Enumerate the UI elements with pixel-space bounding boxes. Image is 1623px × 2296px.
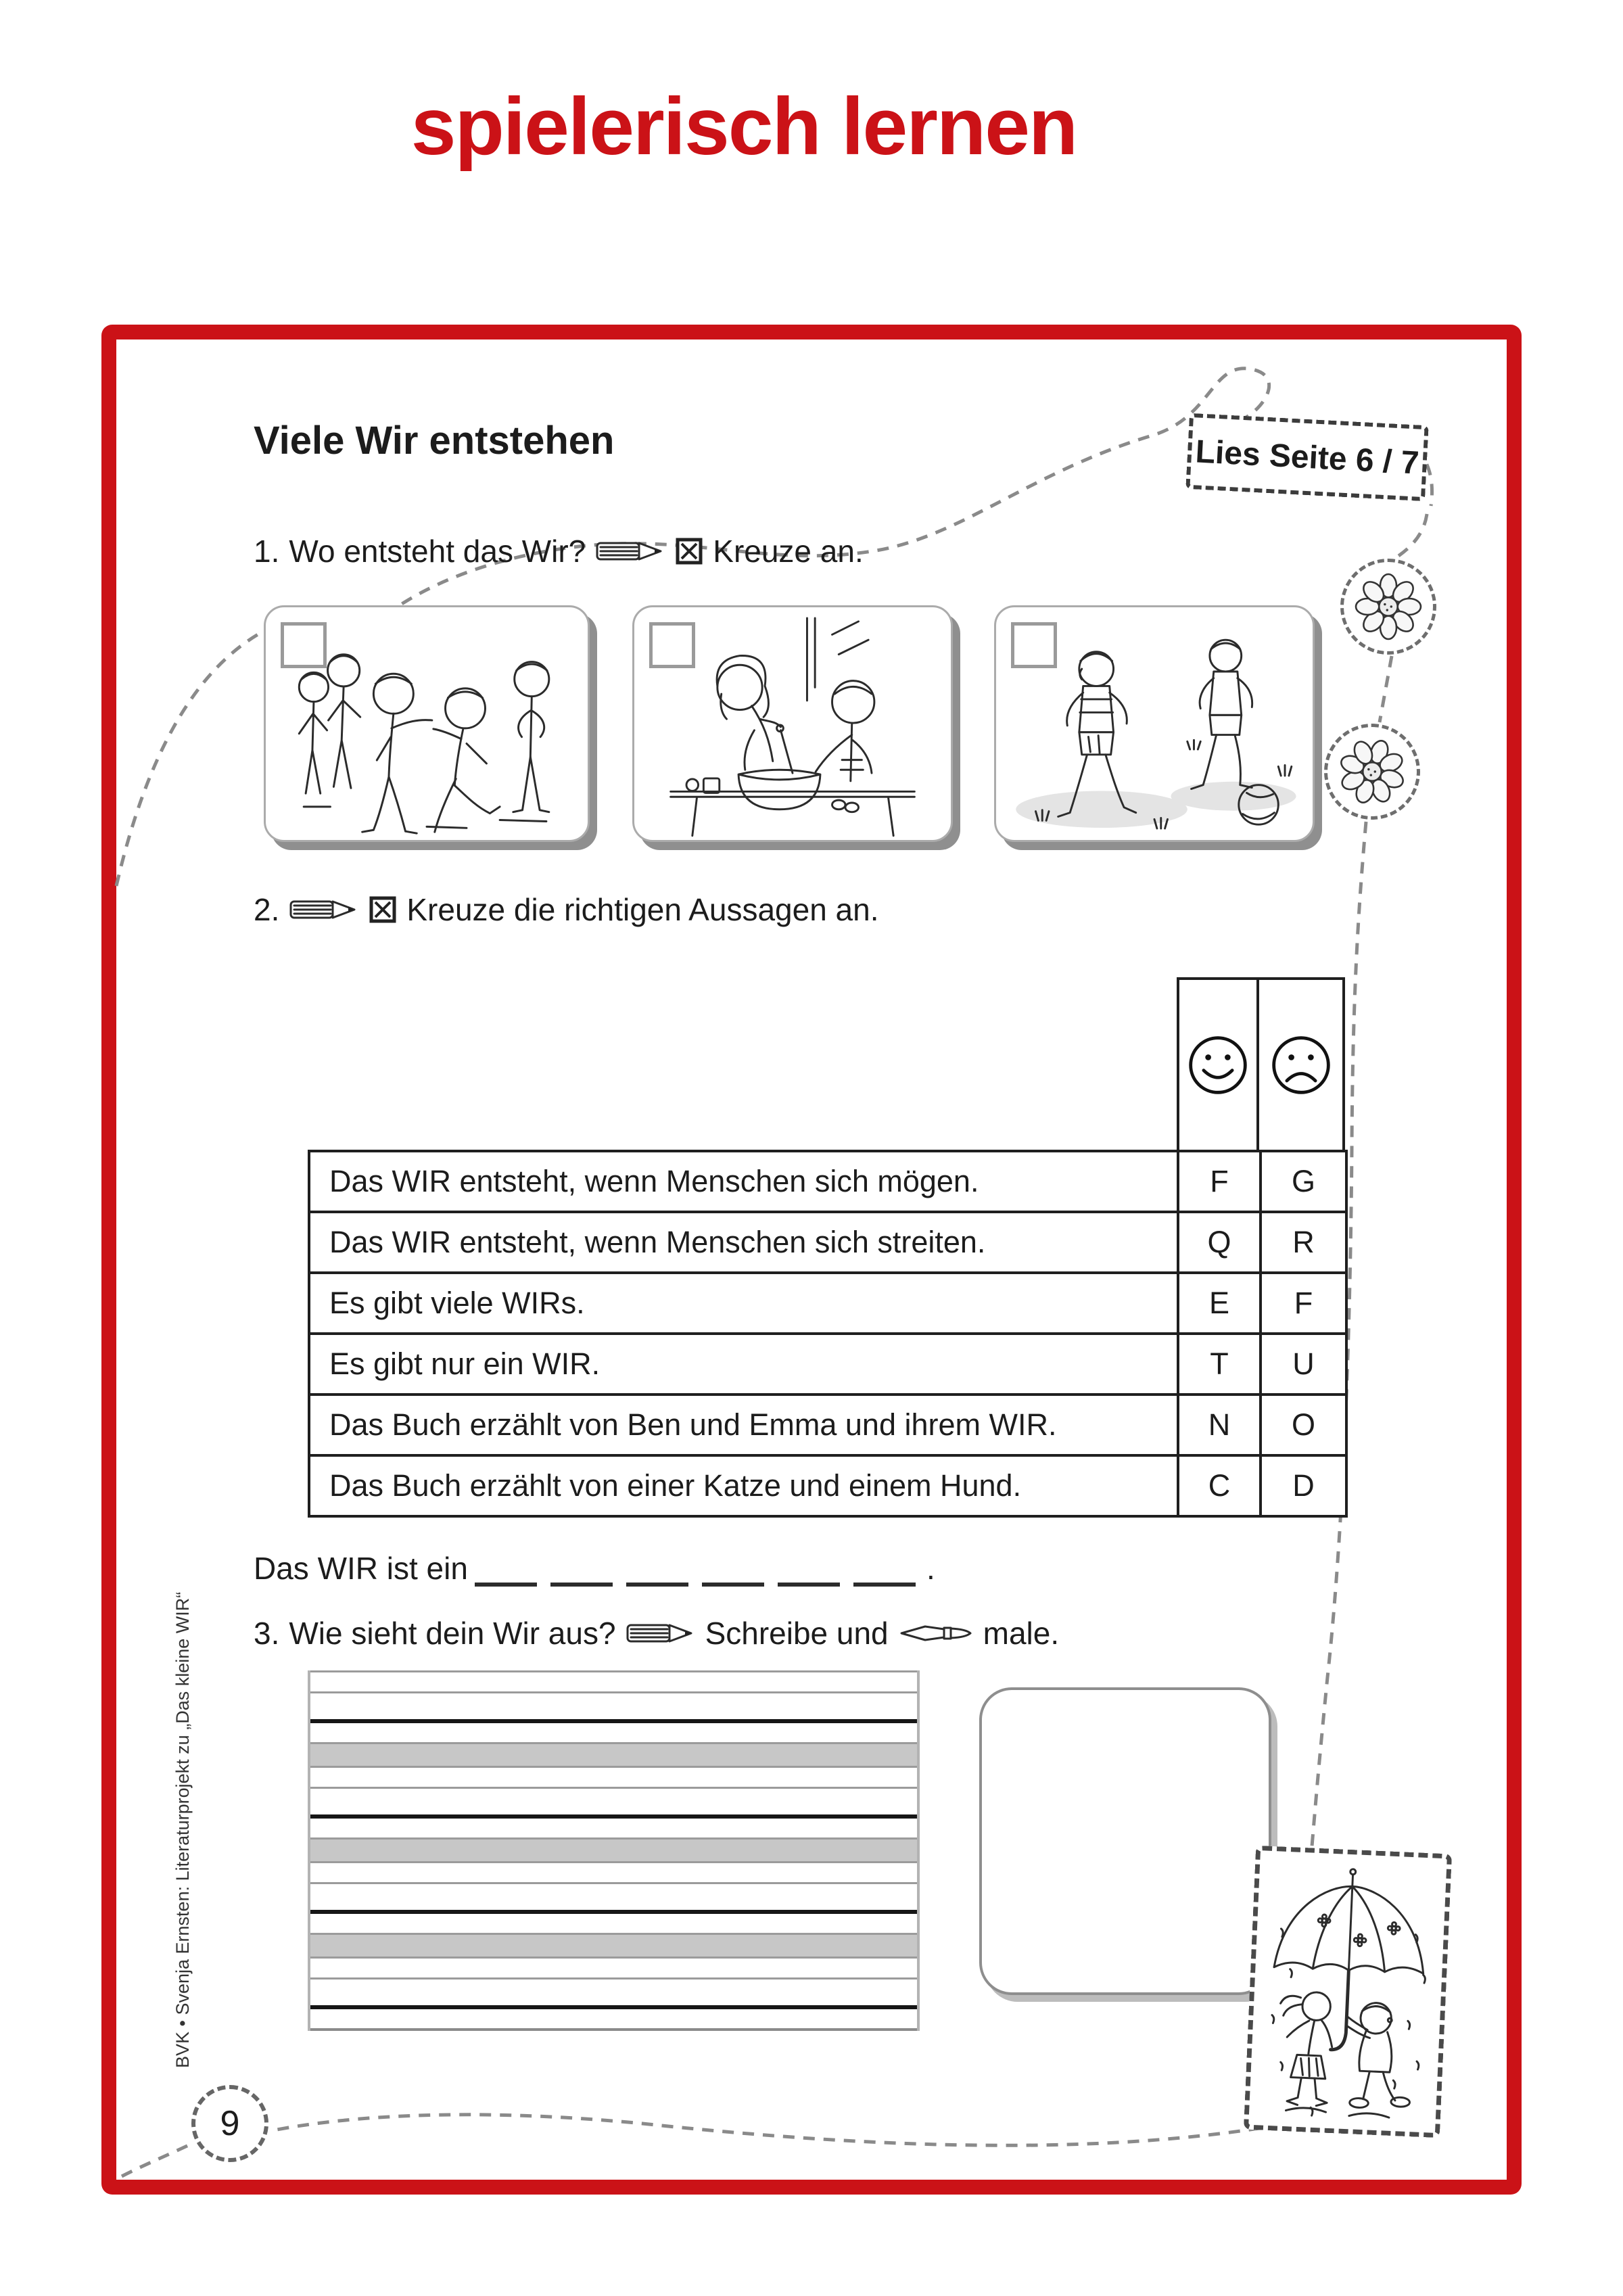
scene-box-baking (632, 605, 953, 842)
pencil-icon (289, 895, 359, 924)
checkbox-x-icon (369, 895, 397, 924)
page-number: 9 (220, 2104, 240, 2143)
read-hint-badge (1185, 413, 1428, 501)
happy-letter-cell[interactable]: Q (1178, 1212, 1261, 1273)
statement-text: Es gibt nur ein WIR. (309, 1334, 1178, 1395)
pencil-icon (626, 1619, 696, 1647)
smiley-happy-icon (1185, 1033, 1250, 1098)
sad-letter-cell[interactable]: G (1261, 1151, 1346, 1212)
happy-column-header (1177, 977, 1259, 1152)
sad-letter-cell[interactable]: U (1261, 1334, 1346, 1395)
checkbox-x-icon (675, 537, 703, 565)
scene-box-quarrel (264, 605, 590, 842)
table-row (309, 1395, 1346, 1455)
ruling-gap (310, 1979, 917, 2005)
writing-lines-area[interactable] (308, 1670, 920, 2031)
sad-column-header (1256, 977, 1345, 1152)
ruling-gap (310, 1863, 917, 1882)
task1-question: Wo entsteht das Wir? (289, 534, 586, 569)
ruling-gap (310, 1959, 917, 1977)
ruling-gap (310, 1723, 917, 1742)
fill-blank[interactable] (853, 1555, 916, 1587)
table-row (309, 1273, 1346, 1334)
fill-prefix: Das WIR ist ein (254, 1551, 468, 1586)
paintbrush-icon (898, 1619, 974, 1647)
task3-paint-label: male. (983, 1616, 1060, 1651)
umbrella-illustration-box (1244, 1846, 1452, 2138)
task3-write-label: Schreibe und (705, 1616, 889, 1651)
ruling-band (310, 1840, 917, 1861)
happy-letter-cell[interactable]: E (1178, 1273, 1261, 1334)
scene3-checkbox[interactable] (1011, 622, 1057, 668)
task2-line (254, 891, 879, 928)
ruling-gap (310, 1884, 917, 1910)
statements-table (308, 1150, 1348, 1518)
sad-letter-cell[interactable]: F (1261, 1273, 1346, 1334)
happy-letter-cell[interactable]: T (1178, 1334, 1261, 1395)
statement-text: Das Buch erzählt von einer Katze und einem Hund. (309, 1455, 1178, 1516)
scene1-checkbox[interactable] (281, 622, 327, 668)
pencil-icon (595, 537, 665, 565)
fill-blank[interactable] (475, 1555, 537, 1587)
children-under-umbrella-illustration (1248, 1850, 1446, 2133)
drawing-area[interactable] (979, 1687, 1271, 1995)
fill-in-sentence (254, 1550, 935, 1587)
table-row (309, 1151, 1346, 1212)
task3-line (254, 1615, 1059, 1651)
page-title: spielerisch lernen (410, 81, 1077, 172)
flower-icon (1332, 731, 1413, 812)
table-row (309, 1455, 1346, 1516)
read-hint-label: Lies Seite 6 / 7 (1194, 433, 1420, 482)
fill-blank[interactable] (778, 1555, 840, 1587)
flower-icon (1348, 566, 1429, 647)
task1-line (254, 533, 864, 569)
task2-number: 2. (254, 892, 280, 927)
fill-blank[interactable] (702, 1555, 764, 1587)
table-row (309, 1334, 1346, 1395)
statement-text: Das WIR entsteht, wenn Menschen sich mögen. (309, 1151, 1178, 1212)
happy-letter-cell[interactable]: N (1178, 1395, 1261, 1455)
happy-letter-cell[interactable]: C (1178, 1455, 1261, 1516)
ruling-band (310, 1935, 917, 1957)
ruling-gap (310, 1672, 917, 1691)
task3-number: 3. (254, 1616, 280, 1651)
statement-text: Das Buch erzählt von Ben und Emma und ihrem WIR. (309, 1395, 1178, 1455)
statement-text: Es gibt viele WIRs. (309, 1273, 1178, 1334)
ruling-gap (310, 2009, 917, 2028)
ruling-gap (310, 1819, 917, 1837)
table-row (309, 1212, 1346, 1273)
task2-instruction: Kreuze die richtigen Aussagen an. (406, 892, 879, 927)
sad-letter-cell[interactable]: O (1261, 1395, 1346, 1455)
task3-question: Wie sieht dein Wir aus? (289, 1616, 616, 1651)
ruling-line (310, 2028, 917, 2031)
fill-blank[interactable] (550, 1555, 613, 1587)
task1-instruction: Kreuze an. (713, 534, 864, 569)
ruling-gap (310, 1693, 917, 1719)
scene2-checkbox[interactable] (649, 622, 695, 668)
flower-decoration (1340, 559, 1436, 655)
ruling-band (310, 1744, 917, 1766)
happy-letter-cell[interactable]: F (1178, 1151, 1261, 1212)
sad-letter-cell[interactable]: D (1261, 1455, 1346, 1516)
sad-letter-cell[interactable]: R (1261, 1212, 1346, 1273)
flower-decoration (1324, 724, 1420, 820)
ruling-gap (310, 1768, 917, 1787)
statement-text: Das WIR entsteht, wenn Menschen sich streiten. (309, 1212, 1178, 1273)
fill-suffix: . (926, 1551, 935, 1586)
fill-blank[interactable] (626, 1555, 688, 1587)
scene-box-football (994, 605, 1315, 842)
worksheet-heading: Viele Wir entstehen (254, 419, 615, 463)
ruling-gap (310, 1914, 917, 1933)
page-number-badge (191, 2085, 268, 2162)
task1-number: 1. (254, 534, 280, 569)
smiley-sad-icon (1269, 1033, 1334, 1098)
sidebar-credit: BVK • Svenja Ernsten: Literaturprojekt zu „Das kleine WIR“ (172, 1591, 193, 2068)
ruling-gap (310, 1789, 917, 1814)
